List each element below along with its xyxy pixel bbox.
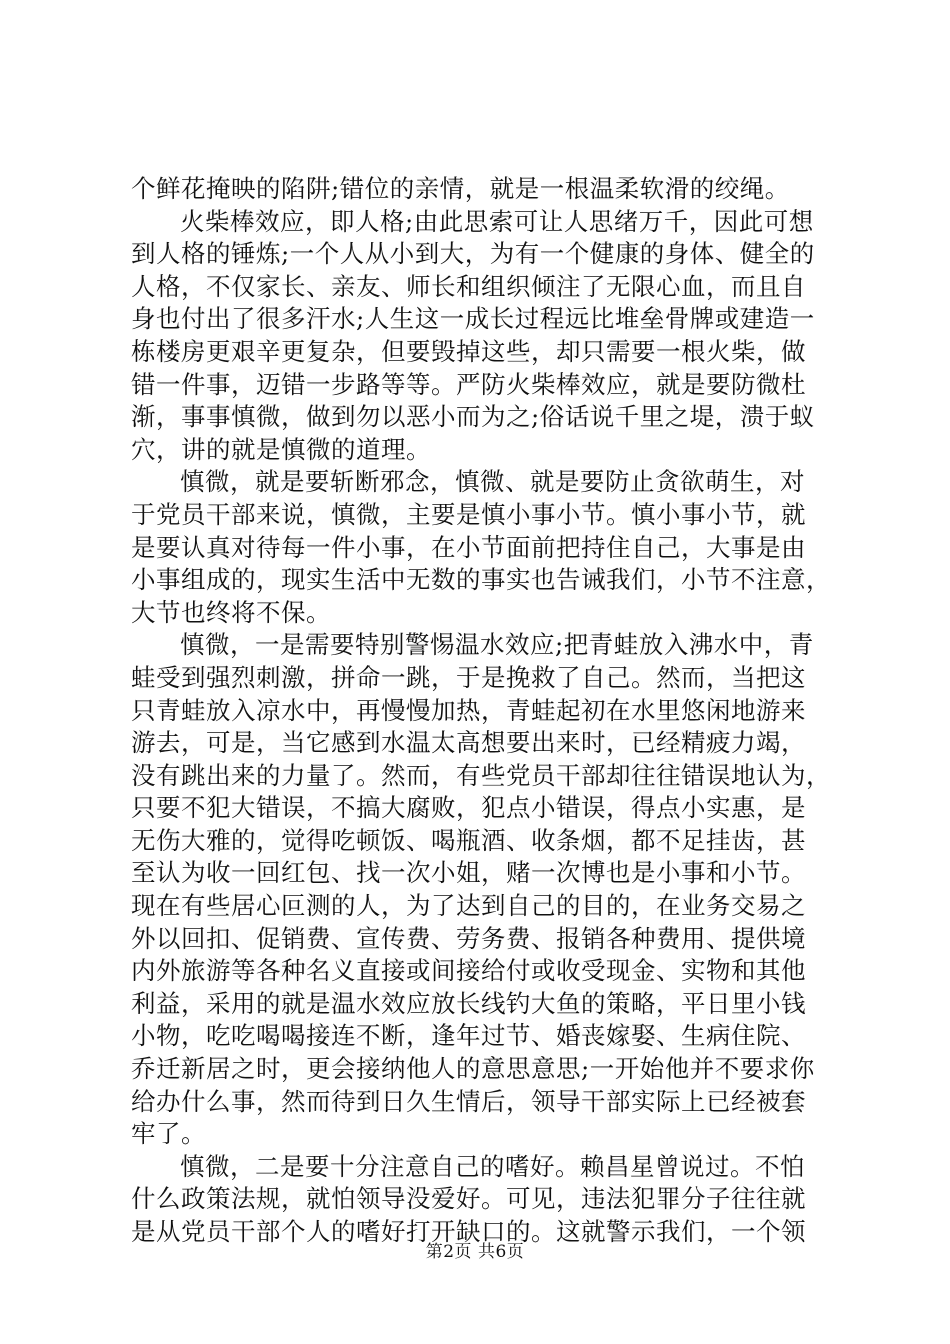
text-line: 于党员干部来说，慎微，主要是慎小事小节。慎小事小节，就 [131, 499, 806, 529]
text-line: 人格，不仅家长、亲友、师长和组织倾注了无限心血，而且自 [131, 271, 806, 301]
body-text [131, 173, 831, 1249]
text-line: 游去，可是，当它感到水温太高想要出来时，已经精疲力竭， [131, 728, 806, 758]
text-line: 乔迁新居之时，更会接纳他人的意思意思;一开始他并不要求你 [131, 1054, 815, 1084]
paragraph-first-line: 火柴棒效应，即人格;由此思索可让人思绪万千，因此可想 [180, 206, 814, 236]
text-line: 大节也终将不保。 [131, 597, 331, 627]
text-line: 外以回扣、促销费、宣传费、劳务费、报销各种费用、提供境 [131, 923, 806, 953]
text-line: 现在有些居心叵测的人，为了达到自己的目的，在业务交易之 [131, 891, 806, 921]
text-line: 小事组成的，现实生活中无数的事实也告诫我们，小节不注意， [131, 565, 831, 595]
text-line: 小物，吃吃喝喝接连不断，逢年过节、婚丧嫁娶、生病住院、 [131, 1021, 806, 1051]
text-line: 利益，采用的就是温水效应放长线钓大鱼的策略，平日里小钱 [131, 988, 806, 1018]
text-line: 没有跳出来的力量了。然而，有些党员干部却往往错误地认为， [131, 760, 831, 790]
text-line: 给办什么事，然而待到日久生情后，领导干部实际上已经被套 [131, 1086, 806, 1116]
text-line: 什么政策法规，就怕领导没爱好。可见，违法犯罪分子往往就 [131, 1184, 806, 1214]
text-line: 是要认真对待每一件小事，在小节面前把持住自己，大事是由 [131, 532, 806, 562]
text-line: 到人格的锤炼;一个人从小到大，为有一个健康的身体、健全的 [131, 239, 815, 269]
text-line: 错一件事，迈错一步路等等。严防火柴棒效应，就是要防微杜 [131, 369, 806, 399]
paragraph-first-line: 慎微，一是需要特别警惕温水效应;把青蛙放入沸水中，青 [180, 630, 814, 660]
text-line: 内外旅游等各种名义直接或间接给付或收受现金、实物和其他 [131, 956, 806, 986]
text-line: 渐，事事慎微，做到勿以恶小而为之;俗话说千里之堤，溃于蚁 [131, 402, 815, 432]
text-line: 栋楼房更艰辛更复杂，但要毁掉这些，却只需要一根火柴，做 [131, 336, 806, 366]
text-line: 牢了。 [131, 1119, 206, 1149]
text-line: 只要不犯大错误，不搞大腐败，犯点小错误，得点小实惠，是 [131, 793, 806, 823]
text-line: 至认为收一回红包、找一次小姐，赌一次博也是小事和小节。 [131, 858, 806, 888]
text-line: 身也付出了很多汗水;人生这一成长过程远比堆垒骨牌或建造一 [131, 304, 815, 334]
paragraph-first-line: 慎微，二是要十分注意自己的嗜好。赖昌星曾说过。不怕 [180, 1151, 805, 1181]
text-line: 是从党员干部个人的嗜好打开缺口的。这就警示我们，一个领 [131, 1217, 806, 1246]
text-line: 个鲜花掩映的陷阱;错位的亲情，就是一根温柔软滑的绞绳。 [131, 174, 790, 203]
text-line: 无伤大雅的，觉得吃顿饭、喝瓶酒、收条烟，都不足挂齿，甚 [131, 825, 806, 855]
text-line: 只青蛙放入凉水中，再慢慢加热，青蛙起初在水里悠闲地游来 [131, 695, 806, 725]
paragraph-first-line: 慎微，就是要斩断邪念，慎微、就是要防止贪欲萌生，对 [180, 467, 805, 497]
text-line: 蛙受到强烈刺激，拼命一跳，于是挽救了自己。然而，当把这 [131, 662, 806, 692]
page-footer: 第2页 共6页 [425, 1242, 525, 1262]
text-line: 穴，讲的就是慎微的道理。 [131, 434, 431, 464]
